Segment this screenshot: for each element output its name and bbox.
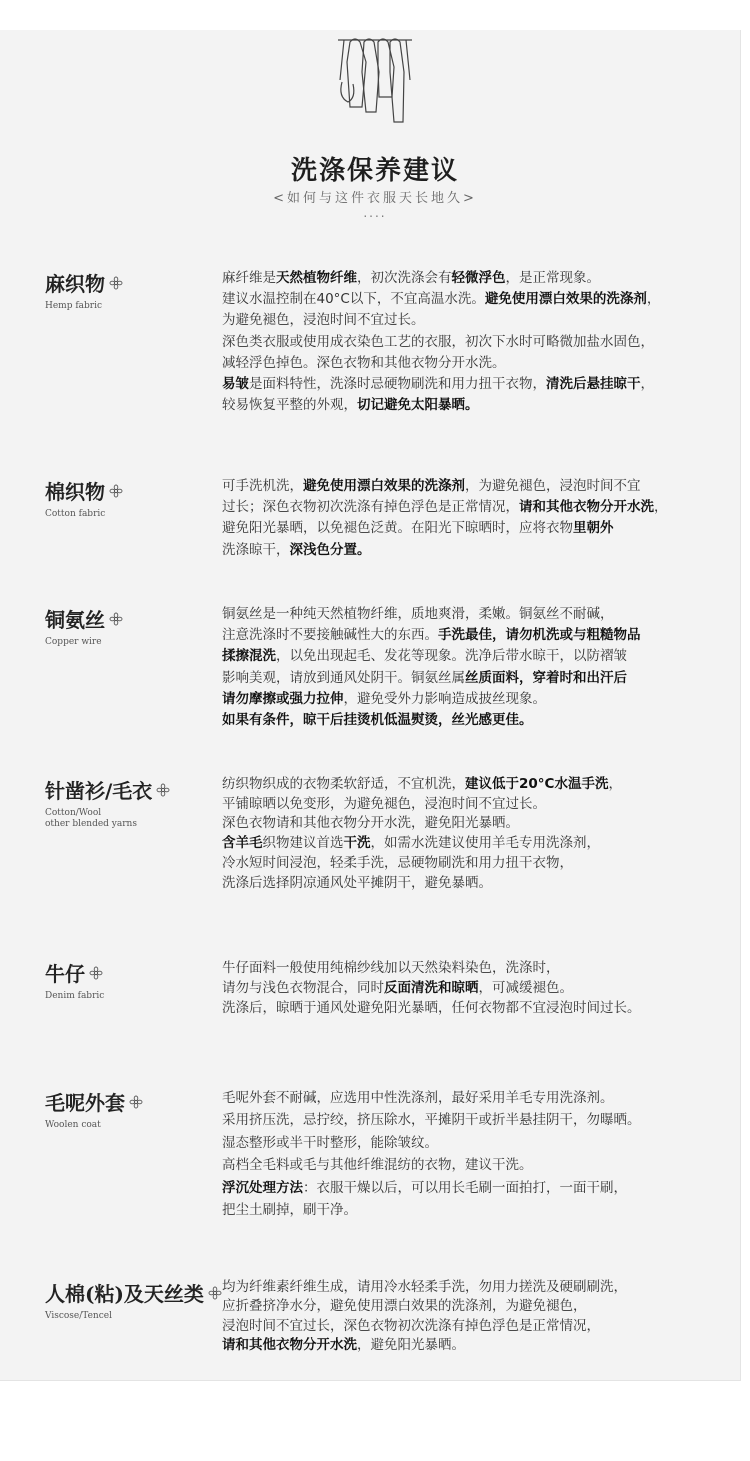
care-instructions [222,604,722,731]
instruction-line [222,1132,722,1154]
body-text: 深色衣物请和其他衣物分开水洗，避免阳光暴晒。 [222,815,519,832]
section-heading [45,1278,222,1322]
body-text: 高档全毛料或毛与其他纤维混纺的衣物，建议干洗。 [222,1157,533,1174]
body-text: ，是正常现象。 [505,270,600,286]
care-instructions [222,268,722,416]
body-text: 较易恢复平整的外观， [222,397,357,414]
body-text: 可手洗机洗， [222,478,303,494]
section-heading [45,958,104,1002]
body-text: ， [646,291,661,308]
body-text: 采用挤压洗，忌拧绞，挤压除水，平摊阴干或折半悬挂阴干，勿曝晒。 [222,1112,641,1129]
instruction-line [222,268,722,289]
fabric-name-english: Cotton fabric [45,509,106,519]
instruction-line [222,289,722,310]
section-heading [45,1087,143,1131]
fabric-name-english: Woolen coat [45,1120,101,1130]
body-text: 湿态整形或半干时整形，能除皱纹。 [222,1134,438,1151]
body-text: ，可减缓褪色。 [478,980,573,996]
fabric-name: 铜氨丝 [45,608,105,632]
fabric-name-english: Cotton/Wool other blended yarns [45,808,137,829]
body-text: ，如需水洗建议使用羊毛专用洗涤剂， [370,835,600,852]
care-instructions [222,958,722,1018]
emphasis-text: 避免使用漂白效果的洗涤剂 [303,478,465,494]
care-instructions [222,1278,722,1356]
instruction-line [222,1278,722,1297]
instruction-line [222,353,722,374]
body-text: 注意洗涤时不要接触碱性大的东西。 [222,627,438,644]
body-text: 避免阳光暴晒，以免褪色泛黄。在阳光下晾晒时，应将衣物 [222,520,573,537]
emphasis-text: 浮沉处理方法 [222,1179,303,1196]
body-text: ，为避免褪色，浸泡时间不宜 [465,478,641,494]
emphasis-text: 天然植物纤维 [276,270,357,286]
body-text: 为避免褪色，浸泡时间不宜过长。 [222,312,425,329]
body-text: 均为纤维素纤维生成，请用冷水轻柔手洗，勿用力搓洗及硬刷刷洗， [222,1279,627,1295]
fabric-name-english: Denim fabric [45,991,105,1001]
emphasis-text: 里朝外 [573,520,614,537]
instruction-line [222,374,722,395]
fabric-name: 麻织物 [45,272,105,296]
body-text: 铜氨丝是一种纯天然植物纤维，质地爽滑，柔嫩。铜氨丝不耐碱， [222,606,614,622]
care-instructions [222,1087,722,1221]
section-heading [45,268,123,312]
instruction-line [222,540,722,561]
clothes-rack-illustration [330,30,420,125]
emphasis-text: 深浅色分置。 [289,541,371,558]
emphasis-text: 揉擦混洗 [222,648,276,665]
instruction-line [222,518,722,539]
body-text: 过长；深色衣物初次洗涤有掉色浮色是正常情况， [222,499,519,516]
page-subtitle: <如何与这件衣服天长地久> [273,191,477,206]
care-instructions [222,775,722,893]
fabric-name-english: Hemp fabric [45,301,103,311]
flower-icon [156,783,170,797]
instruction-line [222,1177,722,1199]
emphasis-text: 轻微浮色 [451,270,506,286]
instruction-line [222,775,722,795]
fabric-name-english: Viscose/Tencel [45,1311,112,1321]
emphasis-text: 请和其他衣物分开水洗 [519,499,654,516]
instruction-line [222,978,722,998]
instruction-line [222,1336,722,1355]
instruction-line [222,814,722,834]
body-text: 减轻浮色掉色。深色衣物和其他衣物分开水洗。 [222,354,506,371]
body-text: ，初次洗涤会有 [357,270,452,286]
instruction-line [222,476,722,497]
instruction-line [222,998,722,1018]
instruction-line [222,1297,722,1316]
divider-dots: .... [363,206,387,220]
emphasis-text: 含羊毛 [222,835,263,852]
body-text: 麻纤维是 [222,270,276,286]
instruction-line [222,332,722,353]
body-text: ：衣服干燥以后，可以用长毛刷一面拍打，一面干刷， [303,1179,627,1196]
flower-icon [109,612,123,626]
instruction-line [222,1109,722,1131]
fabric-name-english: Copper wire [45,637,102,647]
body-text: 纺织物织成的衣物柔软舒适，不宜机洗， [222,776,465,792]
instruction-line [222,625,722,646]
instruction-line [222,497,722,518]
flower-icon [109,276,123,290]
flower-icon [129,1095,143,1109]
instruction-line [222,795,722,815]
body-text: ，避免阳光暴晒。 [357,1337,465,1354]
instruction-line [222,395,722,416]
emphasis-text: 干洗 [343,835,371,852]
body-text: ，以免出现起毛、发花等现象。洗净后带水晾干，以防褶皱 [276,648,627,665]
emphasis-text: 易皱 [222,376,249,393]
body-text: 平铺晾晒以免变形，为避免褪色，浸泡时间不宜过长。 [222,795,546,812]
body-text: 建议水温控制在40°C以下，不宜高温水洗。 [222,291,485,308]
instruction-line [222,854,722,874]
instruction-line [222,710,722,731]
body-text: 织物建议首选 [262,835,344,852]
body-text: 把尘土刷掉，刷干净。 [222,1202,357,1219]
flower-icon [208,1286,222,1300]
body-text: 深色类衣服或使用成衣染色工艺的衣服，初次下水时可略微加盐水固色， [222,333,654,350]
emphasis-text: 反面清洗和晾晒 [384,980,479,996]
emphasis-text: 避免使用漂白效果的洗涤剂 [484,291,647,308]
care-instructions [222,476,722,561]
emphasis-text: 手洗最佳，请勿机洗或与粗糙物品 [438,627,641,644]
instruction-line [222,646,722,667]
body-text: 请勿与浅色衣物混合，同时 [222,980,384,996]
body-text: ， [654,499,668,516]
body-text: 洗涤后选择阴凉通风处平摊阴干，避免暴晒。 [222,874,492,891]
body-text: 牛仔面料一般使用纯棉纱线加以天然染料染色，洗涤时， [222,960,560,976]
instruction-line [222,668,722,689]
body-text: 应折叠挤净水分，避免使用漂白效果的洗涤剂，为避免褪色， [222,1298,587,1315]
flower-icon [89,966,103,980]
body-text: 洗涤后，晾晒于通风处避免阳光暴晒，任何衣物都不宜浸泡时间过长。 [222,1000,641,1016]
emphasis-text: 请勿摩擦或强力拉伸 [222,690,344,707]
body-text: ，避免受外力影响造成披丝现象。 [343,690,546,707]
section-heading [45,775,170,830]
instruction-line [222,834,722,854]
body-text: 影响美观，请放到通风处阴干。铜氨丝属 [222,669,465,686]
emphasis-text: 丝质面料，穿着时和出汗后 [465,669,627,686]
emphasis-text: 清洗后悬挂晾干 [546,376,641,393]
section-heading [45,604,123,648]
body-text: 毛呢外套不耐碱，应选用中性洗涤剂，最好采用羊毛专用洗涤剂。 [222,1090,614,1106]
fabric-name: 人棉(粘)及天丝类 [45,1282,204,1306]
emphasis-text: 如果有条件，晾干后挂烫机低温熨烫，丝光感更佳。 [222,712,533,729]
instruction-line [222,604,722,625]
instruction-line [222,1154,722,1176]
fabric-name: 棉织物 [45,480,105,504]
flower-icon [109,484,123,498]
body-text: ， [608,776,622,792]
section-heading [45,476,123,520]
body-text: 是面料特性，洗涤时忌硬物刷洗和用力扭干衣物， [249,376,546,393]
fabric-name: 针凿衫/毛衣 [45,779,153,803]
body-text: 洗涤晾干， [222,541,290,558]
instruction-line [222,1317,722,1336]
instruction-line [222,958,722,978]
emphasis-text: 请和其他衣物分开水洗 [222,1337,357,1354]
body-text: 冷水短时间浸泡，轻柔手洗，忌硬物刷洗和用力扭干衣物， [222,854,573,871]
instruction-line [222,874,722,894]
emphasis-text: 建议低于20°C水温手洗 [465,776,609,792]
instruction-line [222,1087,722,1109]
body-text: ， [640,376,654,393]
emphasis-text: 切记避免太阳暴晒。 [357,397,479,414]
instruction-line [222,689,722,710]
instruction-line [222,1199,722,1221]
page-title: 洗涤保养建议 [290,156,459,186]
body-text: 浸泡时间不宜过长，深色衣物初次洗涤有掉色浮色是正常情况， [222,1317,600,1334]
instruction-line [222,310,722,331]
fabric-name: 毛呢外套 [45,1091,125,1115]
fabric-name: 牛仔 [45,962,85,986]
